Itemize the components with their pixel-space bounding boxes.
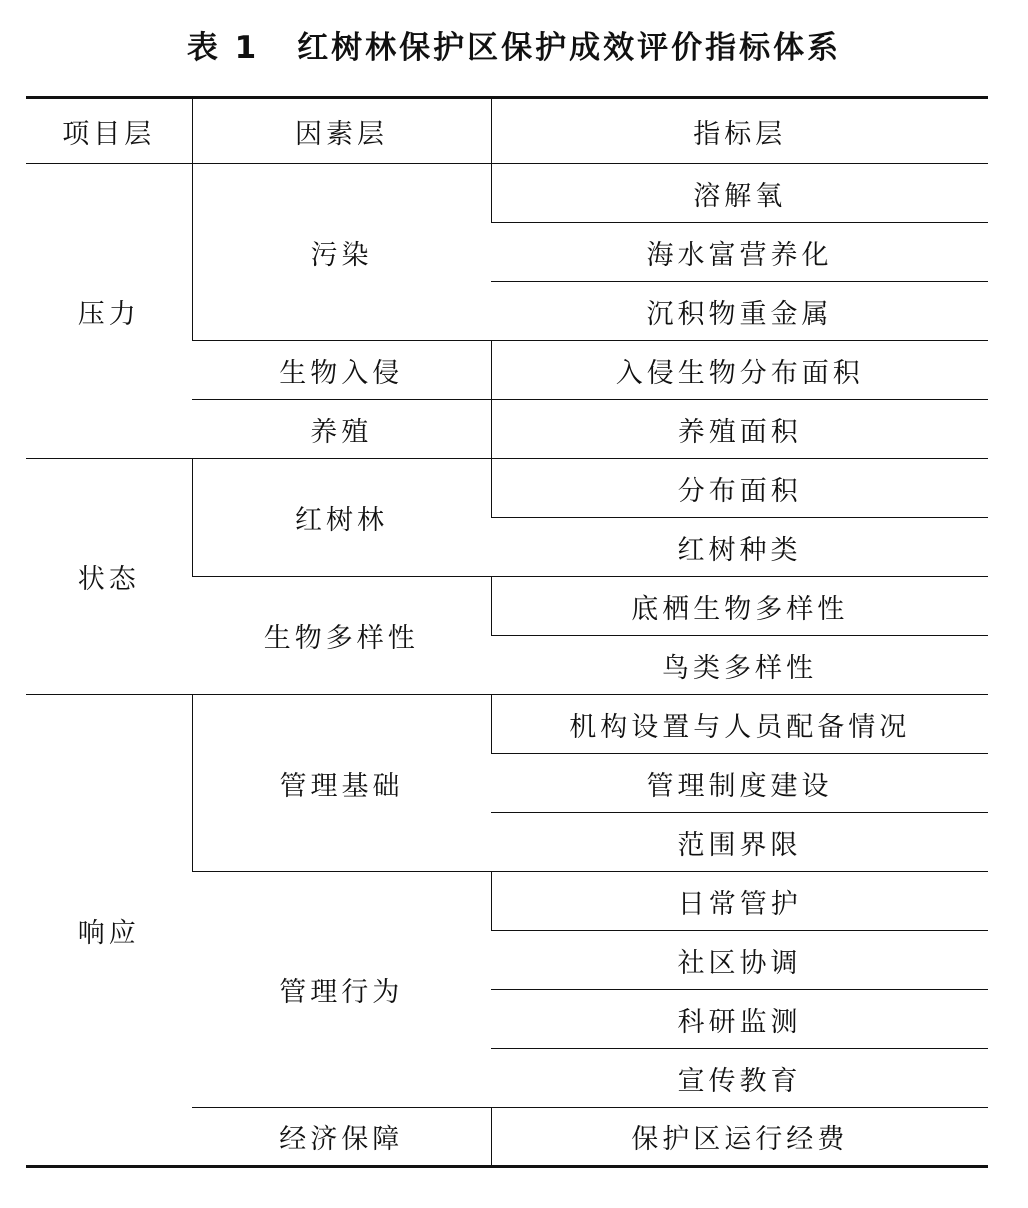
factor-cell: 管理基础 [192, 695, 491, 872]
indicator-cell: 科研监测 [491, 990, 988, 1049]
table-row [26, 459, 988, 518]
header-indicator: 指标层 [491, 98, 988, 164]
factor-cell: 红树林 [192, 459, 491, 577]
table-number: 表 1 [186, 30, 260, 66]
indicator-table [26, 96, 988, 1168]
header-project: 项目层 [26, 98, 192, 164]
indicator-cell: 社区协调 [491, 931, 988, 990]
table-row [26, 695, 988, 754]
table-body [26, 164, 988, 1167]
indicator-cell: 宣传教育 [491, 1049, 988, 1108]
indicator-cell: 底栖生物多样性 [491, 577, 988, 636]
header-factor: 因素层 [192, 98, 491, 164]
project-cell: 状态 [26, 459, 192, 695]
factor-cell: 经济保障 [192, 1108, 491, 1167]
factor-cell: 污染 [192, 164, 491, 341]
indicator-cell: 养殖面积 [491, 400, 988, 459]
indicator-cell: 日常管护 [491, 872, 988, 931]
indicator-cell: 分布面积 [491, 459, 988, 518]
table-row [26, 164, 988, 223]
factor-cell: 生物多样性 [192, 577, 491, 695]
indicator-cell: 红树种类 [491, 518, 988, 577]
indicator-cell: 保护区运行经费 [491, 1108, 988, 1167]
indicator-cell: 海水富营养化 [491, 223, 988, 282]
factor-cell: 生物入侵 [192, 341, 491, 400]
indicator-cell: 机构设置与人员配备情况 [491, 695, 988, 754]
project-cell: 响应 [26, 695, 192, 1167]
indicator-cell: 范围界限 [491, 813, 988, 872]
indicator-cell: 鸟类多样性 [491, 636, 988, 695]
indicator-cell: 沉积物重金属 [491, 282, 988, 341]
table-caption [0, 22, 1028, 67]
table-title: 红树林保护区保护成效评价指标体系 [297, 30, 842, 66]
factor-cell: 养殖 [192, 400, 491, 459]
header-row [26, 98, 988, 164]
factor-cell: 管理行为 [192, 872, 491, 1108]
project-cell: 压力 [26, 164, 192, 459]
indicator-cell: 溶解氧 [491, 164, 988, 223]
indicator-cell: 管理制度建设 [491, 754, 988, 813]
indicator-cell: 入侵生物分布面积 [491, 341, 988, 400]
